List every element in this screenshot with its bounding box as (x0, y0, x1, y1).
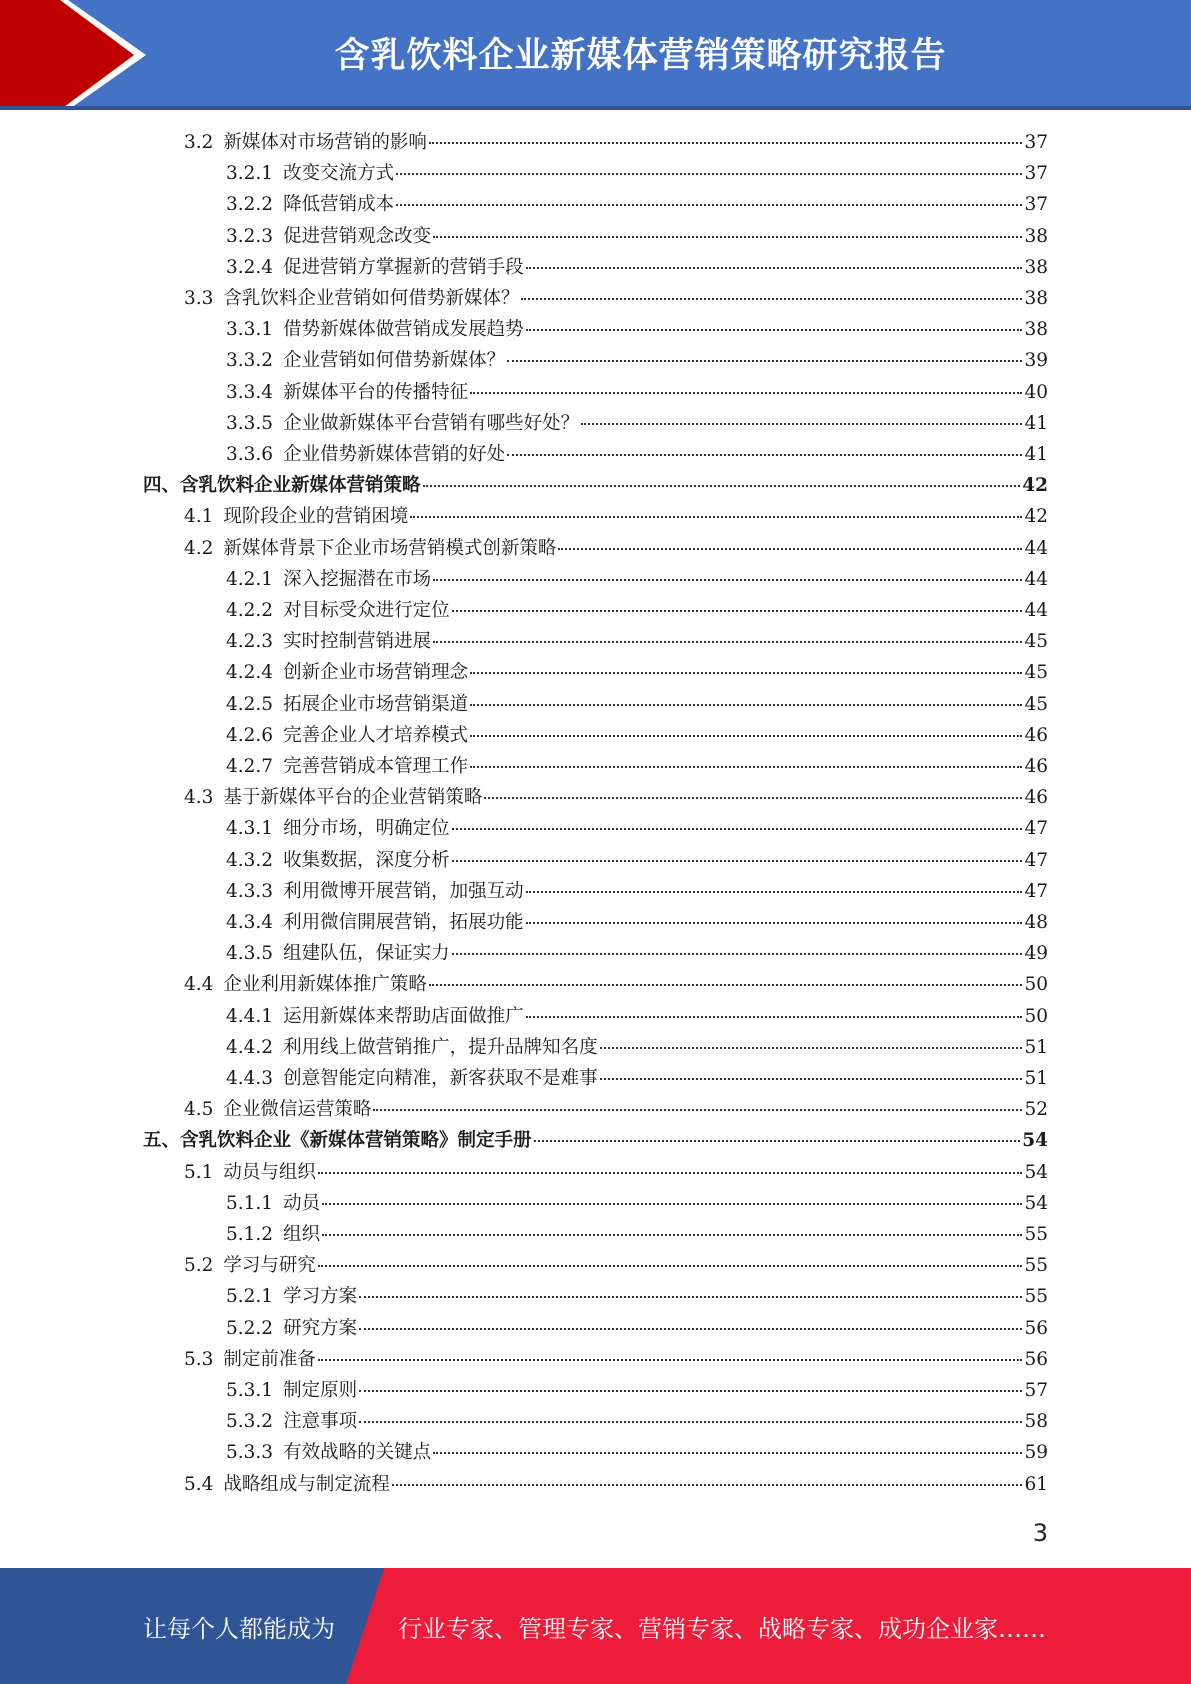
toc-entry-page: 45 (1024, 693, 1048, 715)
toc-entry-page: 45 (1024, 631, 1048, 653)
toc-entry-number: 4.4.2 (226, 1036, 274, 1058)
toc-entry[interactable] (184, 1251, 1048, 1281)
toc-leader-dots (526, 267, 1023, 269)
footer-roles: 行业专家、管理专家、营销专家、战略专家、成功企业家…… (398, 1614, 1046, 1643)
toc-entry-title: 五、含乳饮料企业《新媒体营销策略》制定手册 (143, 1130, 532, 1152)
footer-slogan: 让每个人都能成为 (143, 1614, 335, 1643)
toc-entry-title: 深入挖掘潜在市场 (283, 568, 432, 590)
toc-entry[interactable] (226, 627, 1048, 657)
toc-entry-title: 研究方案 (283, 1317, 358, 1339)
toc-entry-title: 新媒体背景下企业市场营销模式创新策略 (223, 537, 557, 559)
toc-leader-dots (600, 1047, 1023, 1049)
toc-entry-page: 47 (1024, 818, 1048, 840)
toc-leader-dots (526, 329, 1023, 331)
toc-entry[interactable] (226, 939, 1048, 969)
toc-entry-page: 45 (1024, 662, 1048, 684)
toc-entry[interactable] (226, 721, 1048, 751)
toc-entry-number: 4.5 (184, 1099, 214, 1121)
toc-leader-dots (507, 454, 1022, 456)
toc-entry-number: 3.3.2 (226, 350, 274, 372)
toc-leader-dots (470, 704, 1022, 706)
toc-entry[interactable] (184, 534, 1048, 564)
toc-entry[interactable] (226, 658, 1048, 688)
toc-entry-title: 创意智能定向精准，新客获取不是难事 (283, 1068, 598, 1089)
toc-leader-dots (359, 1296, 1022, 1298)
toc-entry-page: 40 (1024, 381, 1048, 403)
toc-leader-dots (318, 1265, 1023, 1267)
toc-entry-number: 4.4.3 (226, 1068, 274, 1089)
toc-entry[interactable] (184, 1158, 1048, 1188)
toc-entry[interactable] (226, 1282, 1048, 1312)
toc-leader-dots (396, 204, 1022, 206)
toc-leader-dots (322, 1203, 1022, 1205)
toc-entry-title: 收集数据，深度分析 (283, 849, 450, 871)
toc-entry-number: 4.4 (184, 974, 214, 996)
toc-entry[interactable] (184, 1095, 1048, 1125)
toc-entry-number: 5.3.1 (226, 1380, 274, 1401)
toc-entry-number: 5.2.1 (226, 1286, 274, 1308)
toc-entry-page: 56 (1024, 1317, 1048, 1339)
toc-entry-page: 44 (1024, 537, 1048, 559)
toc-entry-page: 42 (1024, 506, 1048, 528)
toc-entry-page: 44 (1024, 600, 1048, 621)
toc-leader-dots (429, 142, 1023, 144)
toc-entry-title: 促进营销观念改变 (283, 225, 432, 247)
toc-entry-page: 48 (1024, 912, 1048, 933)
toc-entry[interactable] (226, 409, 1048, 439)
toc-entry-title: 基于新媒体平台的企业营销策略 (223, 787, 483, 809)
toc-entry-page: 61 (1024, 1473, 1048, 1495)
toc-entry-title: 新媒体平台的传播特征 (283, 381, 469, 403)
toc-entry-number: 3.2.3 (226, 225, 274, 247)
toc-entry[interactable] (226, 596, 1048, 626)
toc-entry-title: 利用微信開展营销，拓展功能 (283, 912, 524, 933)
toc-entry-page: 37 (1024, 163, 1048, 185)
toc-entry-page: 47 (1024, 880, 1048, 902)
toc-entry-title: 动员 (283, 1192, 321, 1214)
toc-leader-dots (452, 828, 1023, 830)
toc-entry-number: 4.2.1 (226, 568, 274, 590)
toc-entry-number: 4.2.5 (226, 693, 274, 715)
toc-entry[interactable] (184, 284, 1048, 314)
toc-entry-page: 58 (1024, 1411, 1048, 1433)
toc-entry-number: 4.3.2 (226, 849, 274, 871)
toc-entry[interactable] (184, 1470, 1048, 1500)
toc-entry-page: 54 (1024, 1192, 1048, 1214)
toc-entry-number: 5.1 (184, 1161, 214, 1183)
toc-entry[interactable] (226, 190, 1048, 220)
toc-leader-dots (507, 360, 1022, 362)
toc-entry-title: 现阶段企业的营销困境 (223, 506, 409, 528)
toc-leader-dots (392, 1484, 1023, 1486)
page-header (0, 0, 1191, 110)
document-title: 含乳饮料企业新媒体营销策略研究报告 (334, 36, 947, 76)
toc-leader-dots (322, 1234, 1022, 1236)
toc-entry-page: 46 (1024, 787, 1048, 809)
toc-entry-title: 企业做新媒体平台营销有哪些好处？ (283, 412, 580, 434)
toc-leader-dots (558, 548, 1022, 550)
toc-entry-title: 制定前准备 (223, 1348, 316, 1370)
page-number: 3 (1032, 1519, 1048, 1547)
toc-entry-page: 50 (1024, 974, 1048, 996)
toc-entry[interactable] (184, 783, 1048, 813)
toc-entry-page: 37 (1024, 194, 1048, 216)
toc-entry[interactable] (184, 128, 1048, 158)
toc-entry-title: 企业借势新媒体营销的好处 (283, 444, 506, 465)
toc-entry-page: 55 (1024, 1224, 1048, 1245)
toc-entry-title: 对目标受众进行定位 (283, 600, 450, 621)
toc-entry[interactable] (226, 1314, 1048, 1344)
toc-entry[interactable] (226, 159, 1048, 189)
toc-entry-page: 41 (1024, 412, 1048, 434)
toc-entry-title: 含乳饮料企业营销如何借势新媒体？ (223, 288, 520, 309)
toc-entry-page: 46 (1024, 756, 1048, 777)
toc-entry-title: 企业营销如何借势新媒体？ (283, 350, 506, 372)
toc-entry-title: 组织 (283, 1224, 321, 1245)
toc-entry[interactable] (226, 1033, 1048, 1063)
toc-entry[interactable] (143, 1126, 1048, 1156)
toc-leader-dots (470, 735, 1022, 737)
toc-entry-number: 5.4 (184, 1473, 214, 1495)
toc-entry-page: 52 (1024, 1099, 1048, 1121)
toc-leader-dots (318, 1172, 1023, 1174)
toc-entry-title: 组建队伍，保证实力 (283, 943, 450, 965)
toc-entry-page: 57 (1024, 1380, 1048, 1401)
toc-entry-title: 拓展企业市场营销渠道 (283, 693, 469, 715)
toc-entry-page: 59 (1024, 1442, 1048, 1464)
toc-leader-dots (521, 298, 1022, 300)
toc-entry-number: 5.2 (184, 1255, 214, 1277)
toc-entry-page: 44 (1024, 568, 1048, 590)
toc-entry[interactable] (226, 752, 1048, 782)
toc-entry[interactable] (226, 346, 1048, 376)
toc-leader-dots (470, 766, 1022, 768)
toc-entry-title: 促进营销方掌握新的营销手段 (283, 256, 524, 278)
toc-entry[interactable] (226, 690, 1048, 720)
toc-leader-dots (470, 392, 1022, 394)
toc-entry-page: 41 (1024, 444, 1048, 465)
toc-entry[interactable] (226, 814, 1048, 844)
toc-entry-title: 制定原则 (283, 1380, 358, 1401)
toc-entry-page: 55 (1024, 1286, 1048, 1308)
toc-entry-number: 3.2.4 (226, 256, 274, 278)
toc-entry-title: 改变交流方式 (283, 163, 395, 185)
toc-entry-number: 5.3.2 (226, 1411, 274, 1433)
toc-leader-dots (410, 516, 1022, 518)
toc-entry-page: 38 (1024, 225, 1048, 247)
toc-entry[interactable] (226, 1376, 1048, 1406)
toc-entry[interactable] (226, 440, 1048, 470)
toc-leader-dots (433, 579, 1022, 581)
toc-entry-page: 38 (1024, 288, 1048, 309)
toc-entry-title: 企业微信运营策略 (223, 1099, 372, 1121)
toc-leader-dots (433, 236, 1022, 238)
toc-entry-page: 55 (1024, 1255, 1048, 1277)
toc-entry[interactable] (143, 471, 1048, 501)
toc-entry-number: 4.3.1 (226, 818, 274, 840)
toc-leader-dots (396, 173, 1022, 175)
toc-entry-title: 有效战略的关键点 (283, 1442, 432, 1464)
toc-entry-title: 学习方案 (283, 1286, 358, 1308)
toc-entry-number: 5.3 (184, 1348, 214, 1370)
toc-leader-dots (452, 953, 1023, 955)
toc-entry-number: 4.3.4 (226, 912, 274, 933)
toc-entry[interactable] (226, 1220, 1048, 1250)
toc-entry-page: 54 (1022, 1130, 1048, 1152)
toc-entry-number: 4.2.4 (226, 662, 274, 684)
toc-entry-number: 3.3.6 (226, 444, 274, 465)
toc-entry-number: 3.3.1 (226, 319, 274, 341)
toc-leader-dots (433, 1452, 1022, 1454)
toc-entry[interactable] (184, 970, 1048, 1000)
toc-leader-dots (373, 1109, 1022, 1111)
page-footer (0, 1568, 1191, 1684)
toc-entry-number: 3.2 (184, 132, 214, 153)
toc-entry-number: 3.2.2 (226, 194, 274, 216)
toc-entry-number: 4.2.2 (226, 600, 274, 621)
toc-entry[interactable] (226, 378, 1048, 408)
toc-entry-title: 创新企业市场营销理念 (283, 662, 469, 684)
toc-entry-title: 动员与组织 (223, 1161, 316, 1183)
toc-leader-dots (359, 1328, 1022, 1330)
toc-entry-title: 运用新媒体来帮助店面做推广 (283, 1005, 524, 1027)
toc-entry-title: 学习与研究 (223, 1255, 316, 1277)
toc-leader-dots (526, 1016, 1023, 1018)
toc-entry[interactable] (226, 222, 1048, 252)
toc-entry-title: 实时控制营销进展 (283, 631, 432, 653)
toc-entry-title: 注意事项 (283, 1411, 358, 1433)
toc-entry[interactable] (226, 1438, 1048, 1468)
toc-entry-title: 降低营销成本 (283, 194, 395, 216)
toc-entry-title: 四、含乳饮料企业新媒体营销策略 (143, 475, 421, 497)
toc-entry-page: 49 (1024, 943, 1048, 965)
toc-leader-dots (526, 891, 1023, 893)
toc-entry-page: 54 (1024, 1161, 1048, 1183)
toc-entry-number: 4.3 (184, 787, 214, 809)
toc-entry-page: 38 (1024, 319, 1048, 341)
toc-entry[interactable] (226, 565, 1048, 595)
toc-entry-title: 完善营销成本管理工作 (283, 756, 469, 777)
toc-leader-dots (318, 1359, 1023, 1361)
toc-leader-dots (359, 1421, 1022, 1423)
toc-entry[interactable] (226, 846, 1048, 876)
toc-entry-page: 51 (1024, 1068, 1048, 1089)
toc-entry-number: 4.3.3 (226, 880, 274, 902)
toc-entry-title: 细分市场，明确定位 (283, 818, 450, 840)
toc-leader-dots (534, 1140, 1021, 1142)
toc-entry-number: 4.2.7 (226, 756, 274, 777)
toc-leader-dots (423, 485, 1021, 487)
toc-entry-page: 51 (1024, 1036, 1048, 1058)
toc-leader-dots (429, 984, 1023, 986)
toc-entry-title: 利用微博开展营销，加强互动 (283, 880, 524, 902)
toc-entry[interactable] (226, 253, 1048, 283)
toc-entry-title: 完善企业人才培养模式 (283, 724, 469, 746)
toc-leader-dots (600, 1078, 1023, 1080)
toc-entry[interactable] (226, 1002, 1048, 1032)
toc-leader-dots (470, 672, 1022, 674)
toc-entry-page: 38 (1024, 256, 1048, 278)
toc-entry-number: 4.2 (184, 537, 214, 559)
toc-entry-number: 4.2.3 (226, 631, 274, 653)
toc-entry-title: 新媒体对市场营销的影响 (223, 132, 427, 153)
toc-entry-number: 4.3.5 (226, 943, 274, 965)
toc-entry[interactable] (184, 1345, 1048, 1375)
toc-entry-number: 3.3 (184, 288, 214, 309)
toc-entry[interactable] (226, 1189, 1048, 1219)
toc-entry-number: 5.1.1 (226, 1192, 274, 1214)
toc-leader-dots (359, 1390, 1022, 1392)
toc-entry-page: 47 (1024, 849, 1048, 871)
toc-entry[interactable] (226, 1064, 1048, 1094)
toc-entry-page: 50 (1024, 1005, 1048, 1027)
toc-entry-number: 3.2.1 (226, 163, 274, 185)
toc-entry-title: 企业利用新媒体推广策略 (223, 974, 427, 996)
toc-entry-number: 4.1 (184, 506, 214, 528)
toc-entry-number: 4.2.6 (226, 724, 274, 746)
toc-leader-dots (484, 797, 1022, 799)
toc-leader-dots (526, 922, 1023, 924)
toc-leader-dots (452, 860, 1023, 862)
toc-leader-dots (433, 641, 1022, 643)
toc-entry-number: 5.1.2 (226, 1224, 274, 1245)
toc-entry-number: 5.3.3 (226, 1442, 274, 1464)
toc-entry[interactable] (226, 1407, 1048, 1437)
toc-entry-title: 战略组成与制定流程 (223, 1473, 390, 1495)
toc-entry-number: 3.3.5 (226, 412, 274, 434)
toc-entry-page: 56 (1024, 1348, 1048, 1370)
toc-entry-title: 利用线上做营销推广，提升品牌知名度 (283, 1036, 598, 1058)
toc-entry-page: 39 (1024, 350, 1048, 372)
toc-entry[interactable] (226, 315, 1048, 345)
toc-entry[interactable] (226, 908, 1048, 938)
toc-entry-page: 46 (1024, 724, 1048, 746)
toc-entry-number: 4.4.1 (226, 1005, 274, 1027)
toc-entry-page: 42 (1022, 475, 1048, 497)
toc-leader-dots (581, 423, 1022, 425)
toc-entry-number: 5.2.2 (226, 1317, 274, 1339)
toc-entry-number: 3.3.4 (226, 381, 274, 403)
toc-leader-dots (452, 610, 1023, 612)
toc-entry[interactable] (226, 877, 1048, 907)
toc-entry-page: 37 (1024, 132, 1048, 153)
toc-entry[interactable] (184, 502, 1048, 532)
toc-entry-title: 借势新媒体做营销成发展趋势 (283, 319, 524, 341)
